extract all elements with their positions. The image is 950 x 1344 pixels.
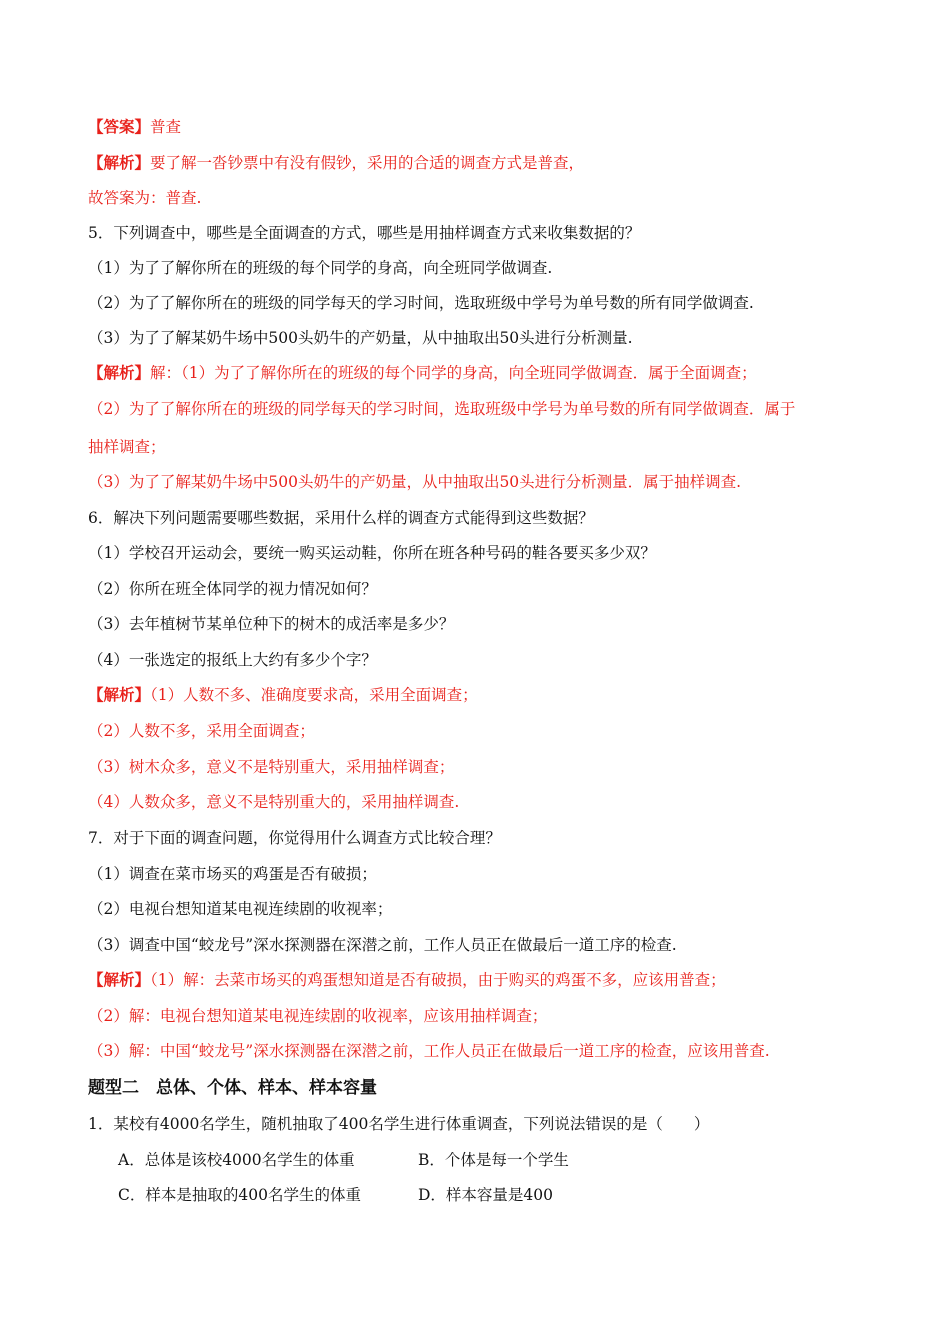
analysis-text: （1）人数不多、准确度要求高，采用全面调查； xyxy=(150,686,478,704)
option-c: C．样本是抽取的400名学生的体重 xyxy=(118,1186,361,1204)
analysis-tag: 【解析】 xyxy=(88,153,151,172)
option-a: A．总体是该校4000名学生的体重 xyxy=(118,1151,355,1169)
analysis-7-line-1 xyxy=(88,969,910,991)
question-7-item-3: （3）调查中国“蛟龙号”深水探测器在深潜之前，工作人员正在做最后一道工序的检查. xyxy=(88,936,677,954)
analysis-7-line-2: （2）解：电视台想知道某电视连续剧的收视率，应该用抽样调查； xyxy=(88,1007,548,1025)
question-6-item-3: （3）去年植树节某单位种下的树木的成活率是多少？ xyxy=(88,615,455,633)
question-7-item-2: （2）电视台想知道某电视连续剧的收视率； xyxy=(88,900,393,918)
question-6-item-4: （4）一张选定的报纸上大约有多少个字？ xyxy=(88,651,377,669)
answer-text: 普查 xyxy=(150,118,182,136)
question-5-item-2: （2）为了了解你所在的班级的同学每天的学习时间，选取班级中学号为单号数的所有同学做调查. xyxy=(88,294,754,312)
analysis-text: （1）解：去菜市场买的鸡蛋想知道是否有破损，由于购买的鸡蛋不多，应该用普查； xyxy=(150,971,726,989)
question-7: 7．对于下面的调查问题，你觉得用什么调查方式比较合理？ xyxy=(88,829,501,847)
question-5-item-1: （1）为了了解你所在的班级的每个同学的身高，向全班同学做调查. xyxy=(88,259,553,277)
analysis-5-line-3: （3）为了了解某奶牛场中500头奶牛的产奶量，从中抽取出50头进行分析测量．属于抽样调查. xyxy=(88,473,742,491)
analysis-tag: 【解析】 xyxy=(88,363,151,382)
section-question-1: 1．某校有4000名学生，随机抽取了400名学生进行体重调查，下列说法错误的是（ ） xyxy=(88,1115,710,1133)
question-7-item-1: （1）调查在菜市场买的鸡蛋是否有破损； xyxy=(88,865,377,883)
option-b: B．个体是每一个学生 xyxy=(418,1151,569,1169)
analysis-5-line-2: （2）为了了解你所在的班级的同学每天的学习时间，选取班级中学号为单号数的所有同学做调查．属于 xyxy=(88,400,796,418)
answer-line xyxy=(88,116,910,138)
analysis-5-line-1 xyxy=(88,362,910,384)
analysis-text: 要了解一沓钞票中有没有假钞，采用的合适的调查方式是普查， xyxy=(150,154,585,172)
question-6-item-2: （2）你所在班全体同学的视力情况如何？ xyxy=(88,580,377,598)
analysis-7-line-3: （3）解：中国“蛟龙号”深水探测器在深潜之前，工作人员正在做最后一道工序的检查，应该用普查. xyxy=(88,1042,770,1060)
question-5: 5．下列调查中，哪些是全面调查的方式，哪些是用抽样调查方式来收集数据的？ xyxy=(88,224,641,242)
question-6-item-1: （1）学校召开运动会，要统一购买运动鞋，你所在班各种号码的鞋各要买多少双？ xyxy=(88,544,656,562)
analysis-5-line-2b: 抽样调查； xyxy=(88,438,166,456)
analysis-6-line-1 xyxy=(88,684,910,706)
answer-tag: 【答案】 xyxy=(88,117,151,136)
analysis-line xyxy=(88,152,910,174)
analysis-6-line-2: （2）人数不多，采用全面调查； xyxy=(88,722,315,740)
option-d: D．样本容量是400 xyxy=(418,1186,554,1204)
question-5-item-3: （3）为了了解某奶牛场中500头奶牛的产奶量，从中抽取出50头进行分析测量. xyxy=(88,329,633,347)
analysis-tag: 【解析】 xyxy=(88,685,151,704)
question-6: 6．解决下列问题需要哪些数据，采用什么样的调查方式能得到这些数据？ xyxy=(88,509,594,527)
answer-conclusion: 故答案为：普查. xyxy=(88,189,202,207)
analysis-tag: 【解析】 xyxy=(88,970,151,989)
section-heading: 题型二 总体、个体、样本、样本容量 xyxy=(88,1078,377,1098)
analysis-6-line-3: （3）树木众多，意义不是特别重大，采用抽样调查； xyxy=(88,758,455,776)
analysis-text: 解：（1）为了了解你所在的班级的每个同学的身高，向全班同学做调查．属于全面调查； xyxy=(150,364,757,382)
analysis-6-line-4: （4）人数众多，意义不是特别重大的，采用抽样调查. xyxy=(88,793,460,811)
